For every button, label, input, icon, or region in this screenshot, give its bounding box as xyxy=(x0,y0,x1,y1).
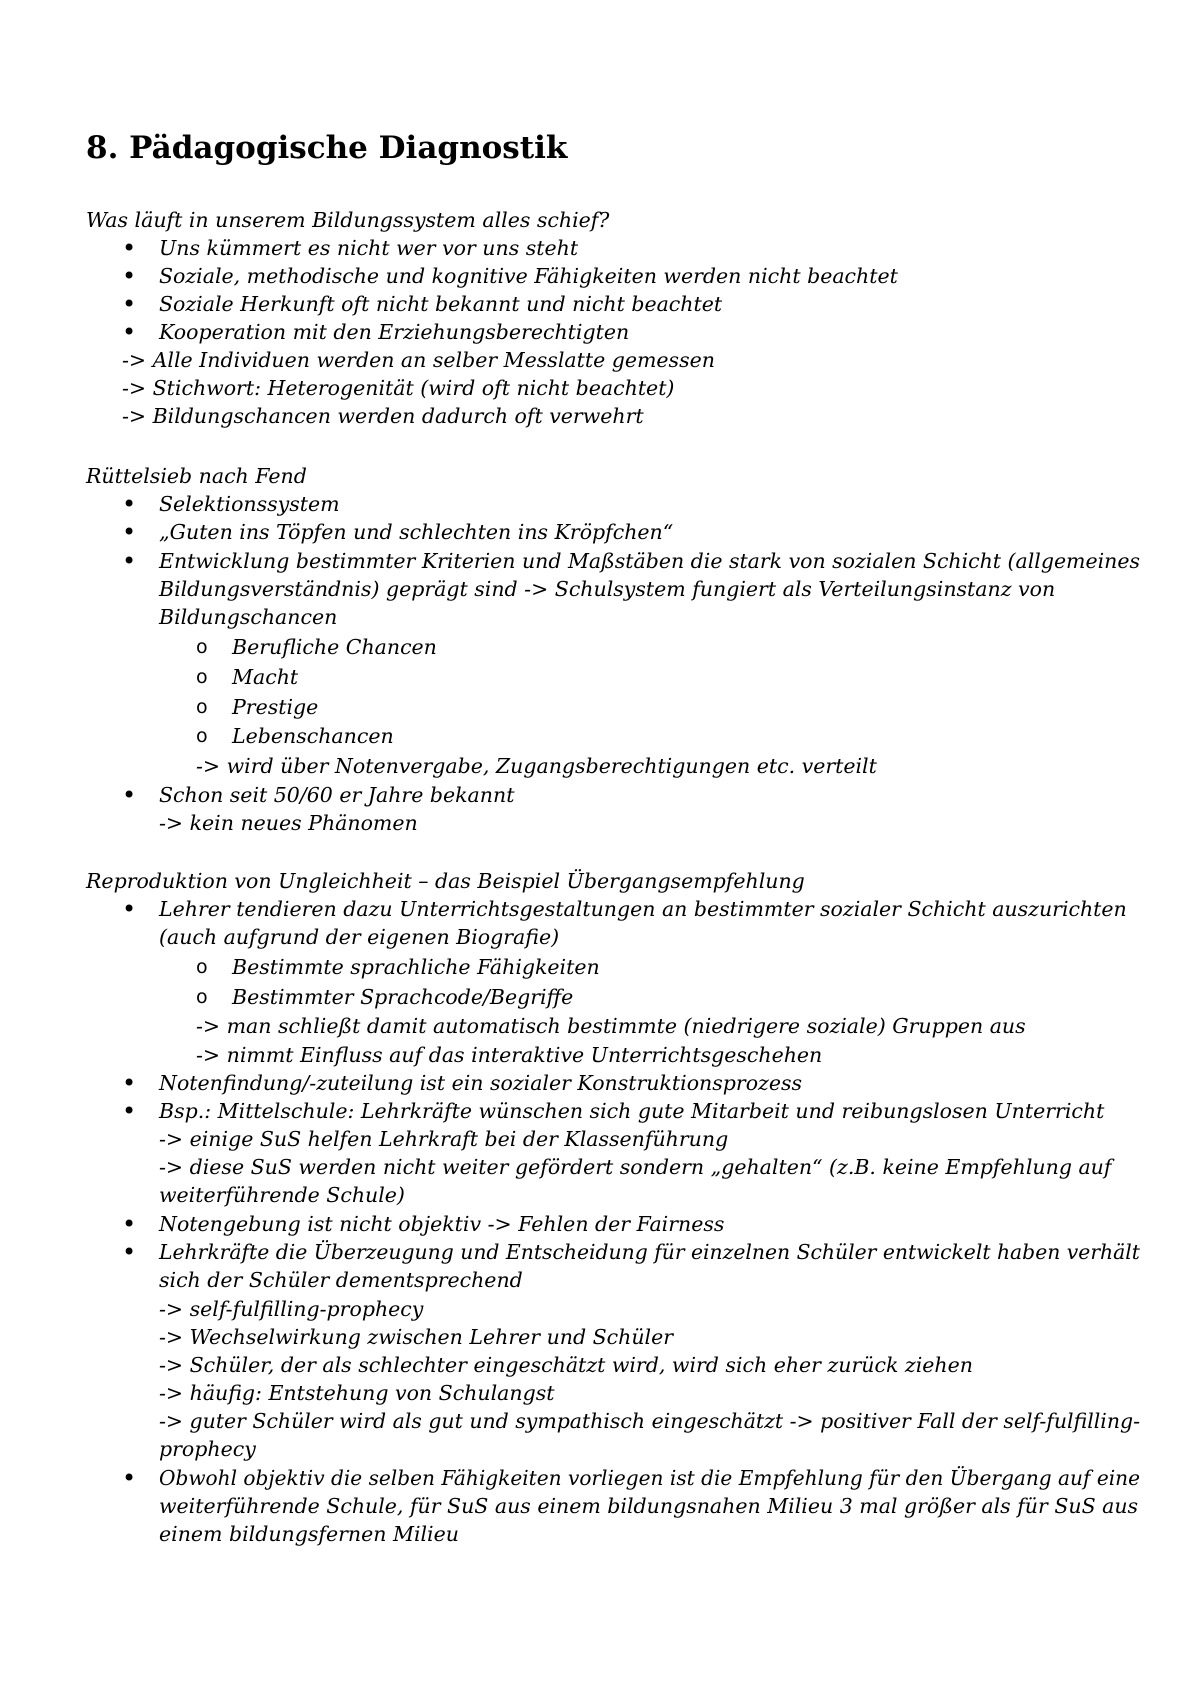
sub-list-item: Bestimmter Sprachcode/Begriffe xyxy=(232,985,574,1009)
page-title: 8. Pädagogische Diagnostik xyxy=(86,130,568,166)
bullet-icon: • xyxy=(122,318,137,346)
list-item: Lehrer tendieren dazu Unterrichtsgestaltungen an bestimmter sozialer Schicht auszurichten xyxy=(159,897,1127,921)
list-item-continuation: Bildungsverständnis) geprägt sind -> Schulsystem fungiert als Verteilungsinstanz von xyxy=(159,577,1056,601)
list-item-continuation: prophecy xyxy=(159,1437,256,1461)
circle-bullet-icon: o xyxy=(196,636,208,658)
arrow-note: -> Wechselwirkung zwischen Lehrer und Schüler xyxy=(159,1325,674,1349)
circle-bullet-icon: o xyxy=(196,986,208,1008)
arrow-note: -> Bildungschancen werden dadurch oft verwehrt xyxy=(122,404,644,428)
arrow-note: -> kein neues Phänomen xyxy=(159,811,418,835)
sub-list-item: Berufliche Chancen xyxy=(232,635,437,659)
list-item-continuation: einem bildungsfernen Milieu xyxy=(159,1522,459,1546)
bullet-icon: • xyxy=(122,1069,137,1097)
arrow-note: -> Schüler, der als schlechter eingeschätzt wird, wird sich eher zurück ziehen xyxy=(159,1353,973,1377)
arrow-note: -> Stichwort: Heterogenität (wird oft nicht beachtet) xyxy=(122,376,675,400)
bullet-icon: • xyxy=(122,1464,137,1492)
bullet-icon: • xyxy=(122,1097,137,1125)
list-item-continuation: weiterführende Schule) xyxy=(159,1183,405,1207)
bullet-icon: • xyxy=(122,490,137,518)
list-item: Bsp.: Mittelschule: Lehrkräfte wünschen sich gute Mitarbeit und reibungslosen Unterricht xyxy=(159,1099,1105,1123)
arrow-note: -> wird über Notenvergabe, Zugangsberechtigungen etc. verteilt xyxy=(196,754,877,778)
circle-bullet-icon: o xyxy=(196,696,208,718)
bullet-icon: • xyxy=(122,518,137,546)
bullet-icon: • xyxy=(122,547,137,575)
sub-list-item: Prestige xyxy=(232,695,319,719)
list-item: Notengebung ist nicht objektiv -> Fehlen der Fairness xyxy=(159,1212,725,1236)
bullet-icon: • xyxy=(122,895,137,923)
list-item: Soziale, methodische und kognitive Fähigkeiten werden nicht beachtet xyxy=(159,264,898,288)
arrow-note: -> self-fulfilling-prophecy xyxy=(159,1297,424,1321)
list-item: Uns kümmert es nicht wer vor uns steht xyxy=(159,236,579,260)
circle-bullet-icon: o xyxy=(196,725,208,747)
section-heading: Reproduktion von Ungleichheit – das Beispiel Übergangsempfehlung xyxy=(86,869,805,893)
bullet-icon: • xyxy=(122,262,137,290)
sub-list-item: Lebenschancen xyxy=(232,724,394,748)
list-item: Soziale Herkunft oft nicht bekannt und nicht beachtet xyxy=(159,292,723,316)
section-heading: Was läuft in unserem Bildungssystem alles schief? xyxy=(86,208,610,232)
arrow-note: -> Alle Individuen werden an selber Messlatte gemessen xyxy=(122,348,715,372)
arrow-note: -> man schließt damit automatisch bestimmte (niedrigere soziale) Gruppen aus xyxy=(196,1014,1026,1038)
arrow-note: -> diese SuS werden nicht weiter gefördert sondern „gehalten“ (z.B. keine Empfehlung auf xyxy=(159,1155,1112,1179)
bullet-icon: • xyxy=(122,781,137,809)
sub-list-item: Macht xyxy=(232,665,299,689)
list-item: Entwicklung bestimmter Kriterien und Maßstäben die stark von sozialen Schicht (allgemeines xyxy=(159,549,1140,573)
circle-bullet-icon: o xyxy=(196,666,208,688)
list-item: „Guten ins Töpfen und schlechten ins Kröpfchen“ xyxy=(159,520,674,544)
list-item: Notenfindung/-zuteilung ist ein sozialer Konstruktionsprozess xyxy=(159,1071,803,1095)
list-item-continuation: (auch aufgrund der eigenen Biografie) xyxy=(159,925,560,949)
bullet-icon: • xyxy=(122,1238,137,1266)
list-item: Selektionssystem xyxy=(159,492,340,516)
list-item: Kooperation mit den Erziehungsberechtigten xyxy=(159,320,630,344)
section-heading: Rüttelsieb nach Fend xyxy=(86,464,307,488)
list-item-continuation: weiterführende Schule, für SuS aus einem bildungsnahen Milieu 3 mal größer als für SuS aus xyxy=(159,1494,1139,1518)
list-item: Lehrkräfte die Überzeugung und Entscheidung für einzelnen Schüler entwickelt haben verhält xyxy=(159,1240,1140,1264)
bullet-icon: • xyxy=(122,1210,137,1238)
list-item-continuation: Bildungschancen xyxy=(159,605,338,629)
arrow-note: -> guter Schüler wird als gut und sympathisch eingeschätzt -> positiver Fall der self-fulfilling- xyxy=(159,1409,1141,1433)
bullet-icon: • xyxy=(122,290,137,318)
bullet-icon: • xyxy=(122,234,137,262)
arrow-note: -> häufig: Entstehung von Schulangst xyxy=(159,1381,555,1405)
circle-bullet-icon: o xyxy=(196,956,208,978)
list-item: Schon seit 50/60 er Jahre bekannt xyxy=(159,783,515,807)
sub-list-item: Bestimmte sprachliche Fähigkeiten xyxy=(232,955,600,979)
arrow-note: -> einige SuS helfen Lehrkraft bei der Klassenführung xyxy=(159,1127,729,1151)
list-item: Obwohl objektiv die selben Fähigkeiten vorliegen ist die Empfehlung für den Übergang auf eine xyxy=(159,1466,1141,1490)
arrow-note: -> nimmt Einfluss auf das interaktive Unterrichtsgeschehen xyxy=(196,1043,823,1067)
list-item-continuation: sich der Schüler dementsprechend xyxy=(159,1268,523,1292)
